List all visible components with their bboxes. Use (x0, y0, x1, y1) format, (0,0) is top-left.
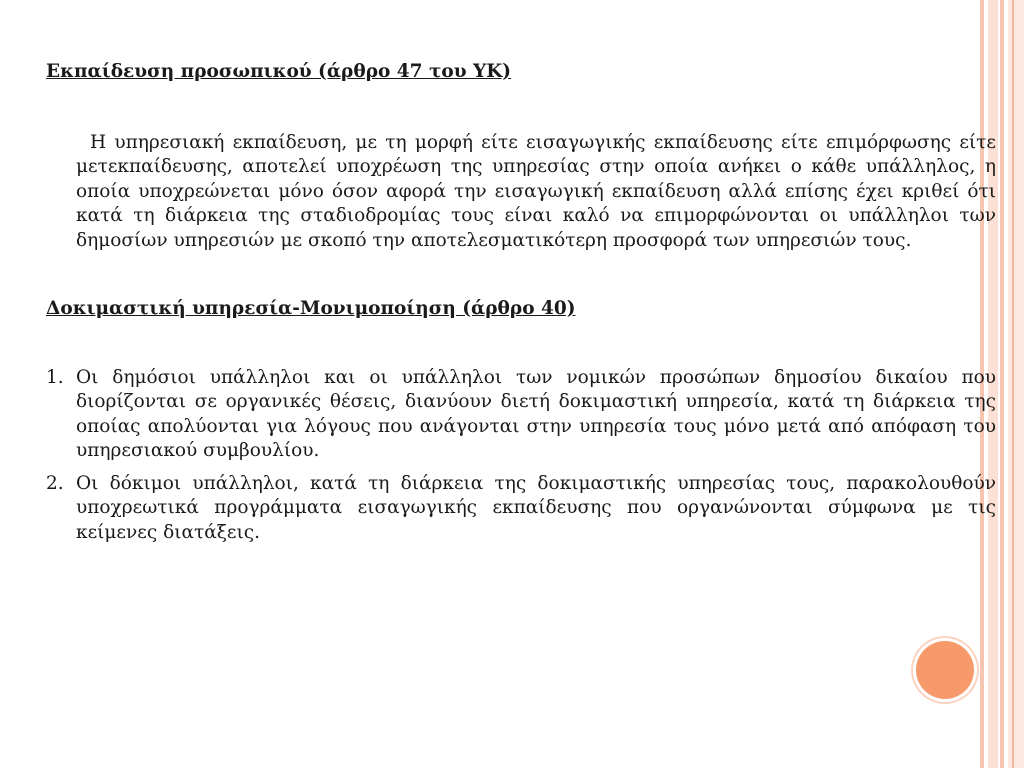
decorative-circle (916, 641, 974, 699)
probation-list (46, 366, 996, 546)
list-item (46, 366, 996, 464)
list-item (46, 472, 996, 546)
list-item-text: Οι δόκιμοι υπάλληλοι, κατά τη διάρκεια της δοκιμαστικής υπηρεσίας τους, παρακολουθούν υποχρεωτικά προγράμματα εισαγωγικής εκπαίδευσης που οργανώνονται σύμφωνα με τις κείμενες διατάξεις. (76, 472, 996, 543)
list-item-number: 1. (46, 366, 64, 388)
section-heading-staff-training: Εκπαίδευση προσωπικού (άρθρο 47 του ΥΚ) (46, 61, 512, 82)
staff-training-paragraph: Η υπηρεσιακή εκπαίδευση, με τη μορφή είτε εισαγωγικής εκπαίδευσης είτε επιμόρφωσης είτε μετεκπαίδευσης, αποτελεί υποχρέωση της υπηρεσίας στην οποία ανήκει ο κάθε υπάλληλος, η οποία υποχρεώνεται μόνο όσον αφορά την εισαγωγική εκπαίδευση αλλά επίσης έχει κριθεί ότι κατά τη διάρκεια της σταδιοδρομίας τους είναι καλό να επιμορφώνονται οι υπάλληλοι των δημοσίων υπηρεσιών με σκοπό την αποτελεσματικότερη προσφορά των υπηρεσιών τους. (76, 131, 996, 251)
right-border-stripe (1000, 0, 1004, 768)
right-border-stripe (1008, 0, 1024, 768)
list-item-text: Οι δημόσιοι υπάλληλοι και οι υπάλληλοι των νομικών προσώπων δημοσίου δικαίου που διορίζονται σε οργανικές θέσεις, διανύουν διετή δοκιμαστική υπηρεσία, κατά τη διάρκεια της οποίας απολύονται για λόγους που ανάγονται στην υπηρεσία τους μόνο μετά από απόφαση του υπηρεσιακού συμβουλίου. (76, 366, 996, 461)
slide-content (46, 60, 996, 553)
section-heading-probation: Δοκιμαστική υπηρεσία-Μονιμοποίηση (άρθρο 40) (46, 298, 576, 319)
list-item-number: 2. (46, 472, 64, 494)
right-border-stripe (1012, 0, 1014, 768)
